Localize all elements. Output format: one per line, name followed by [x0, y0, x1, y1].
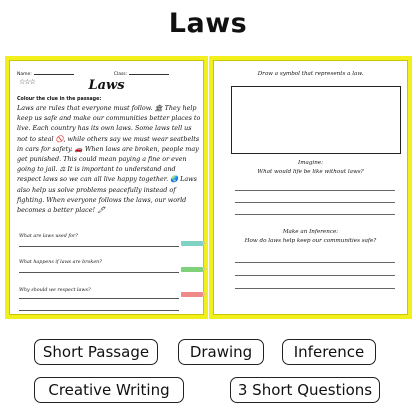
drawing-box — [231, 86, 401, 154]
answer-line — [235, 262, 395, 263]
tag-inference: Inference — [282, 339, 376, 365]
class-label: Class: — [113, 72, 128, 77]
pencil-icon — [181, 267, 203, 272]
tag-short-passage: Short Passage — [34, 339, 158, 365]
student-fields — [17, 72, 169, 77]
tag-drawing: Drawing — [178, 339, 264, 365]
class-line — [129, 74, 169, 75]
worksheet-title: Laws — [88, 78, 125, 93]
answer-line — [235, 202, 395, 203]
worksheet-page-activities — [209, 56, 412, 319]
answer-line — [235, 288, 395, 289]
class-field — [114, 72, 169, 77]
answer-line — [19, 310, 179, 311]
name-label: Name: — [17, 72, 32, 77]
answer-line — [235, 214, 395, 215]
page-title: Laws — [168, 8, 248, 39]
question-3: Why should we respect laws? — [19, 288, 91, 293]
answer-line — [235, 190, 395, 191]
pencil-icon — [181, 241, 203, 246]
name-line — [34, 74, 74, 75]
worksheet-content — [13, 64, 200, 311]
answer-line — [19, 272, 179, 273]
pencil-icon — [181, 292, 203, 297]
name-field — [17, 72, 74, 77]
question-1: What are laws used for? — [19, 234, 78, 239]
answer-line — [19, 246, 179, 247]
answer-line — [235, 275, 395, 276]
imagine-question: What would life be like without laws? — [257, 169, 364, 175]
worksheet-content — [217, 64, 404, 311]
tag-3-short-questions: 3 Short Questions — [230, 377, 380, 403]
imagine-heading: Imagine: — [297, 160, 324, 166]
answer-line — [19, 298, 179, 299]
draw-prompt: Draw a symbol that represents a law. — [257, 71, 364, 77]
worksheet-page-passage — [5, 56, 208, 319]
question-2: What happens if laws are broken? — [19, 260, 102, 265]
reading-passage: Laws are rules that everyone must follow. 🏛 They help keep us safe and make our communities better places to live. Each country has its own laws. Some laws tell us not to steal 🚫, while others say we must wear seatbelts in cars for safety. 🚗 When laws are broken, people may get punished. This could mean paying a fine or even going to jail. ⚖ It is important to understand and respect laws so we can all live happy together. 🌏 Laws also help us solve problems peacefully instead of fighting. When everyone follows the laws, our world becomes a better place! 🖊 — [17, 104, 201, 215]
inference-question: How do laws help keep our communities safe? — [244, 238, 377, 244]
instruction-text: Colour the clue in the passage: — [17, 97, 102, 102]
tag-creative-writing: Creative Writing — [34, 377, 184, 403]
rating-stars-icon: ☆☆☆ — [19, 78, 35, 86]
inference-heading: Make an Inference: — [282, 229, 339, 235]
